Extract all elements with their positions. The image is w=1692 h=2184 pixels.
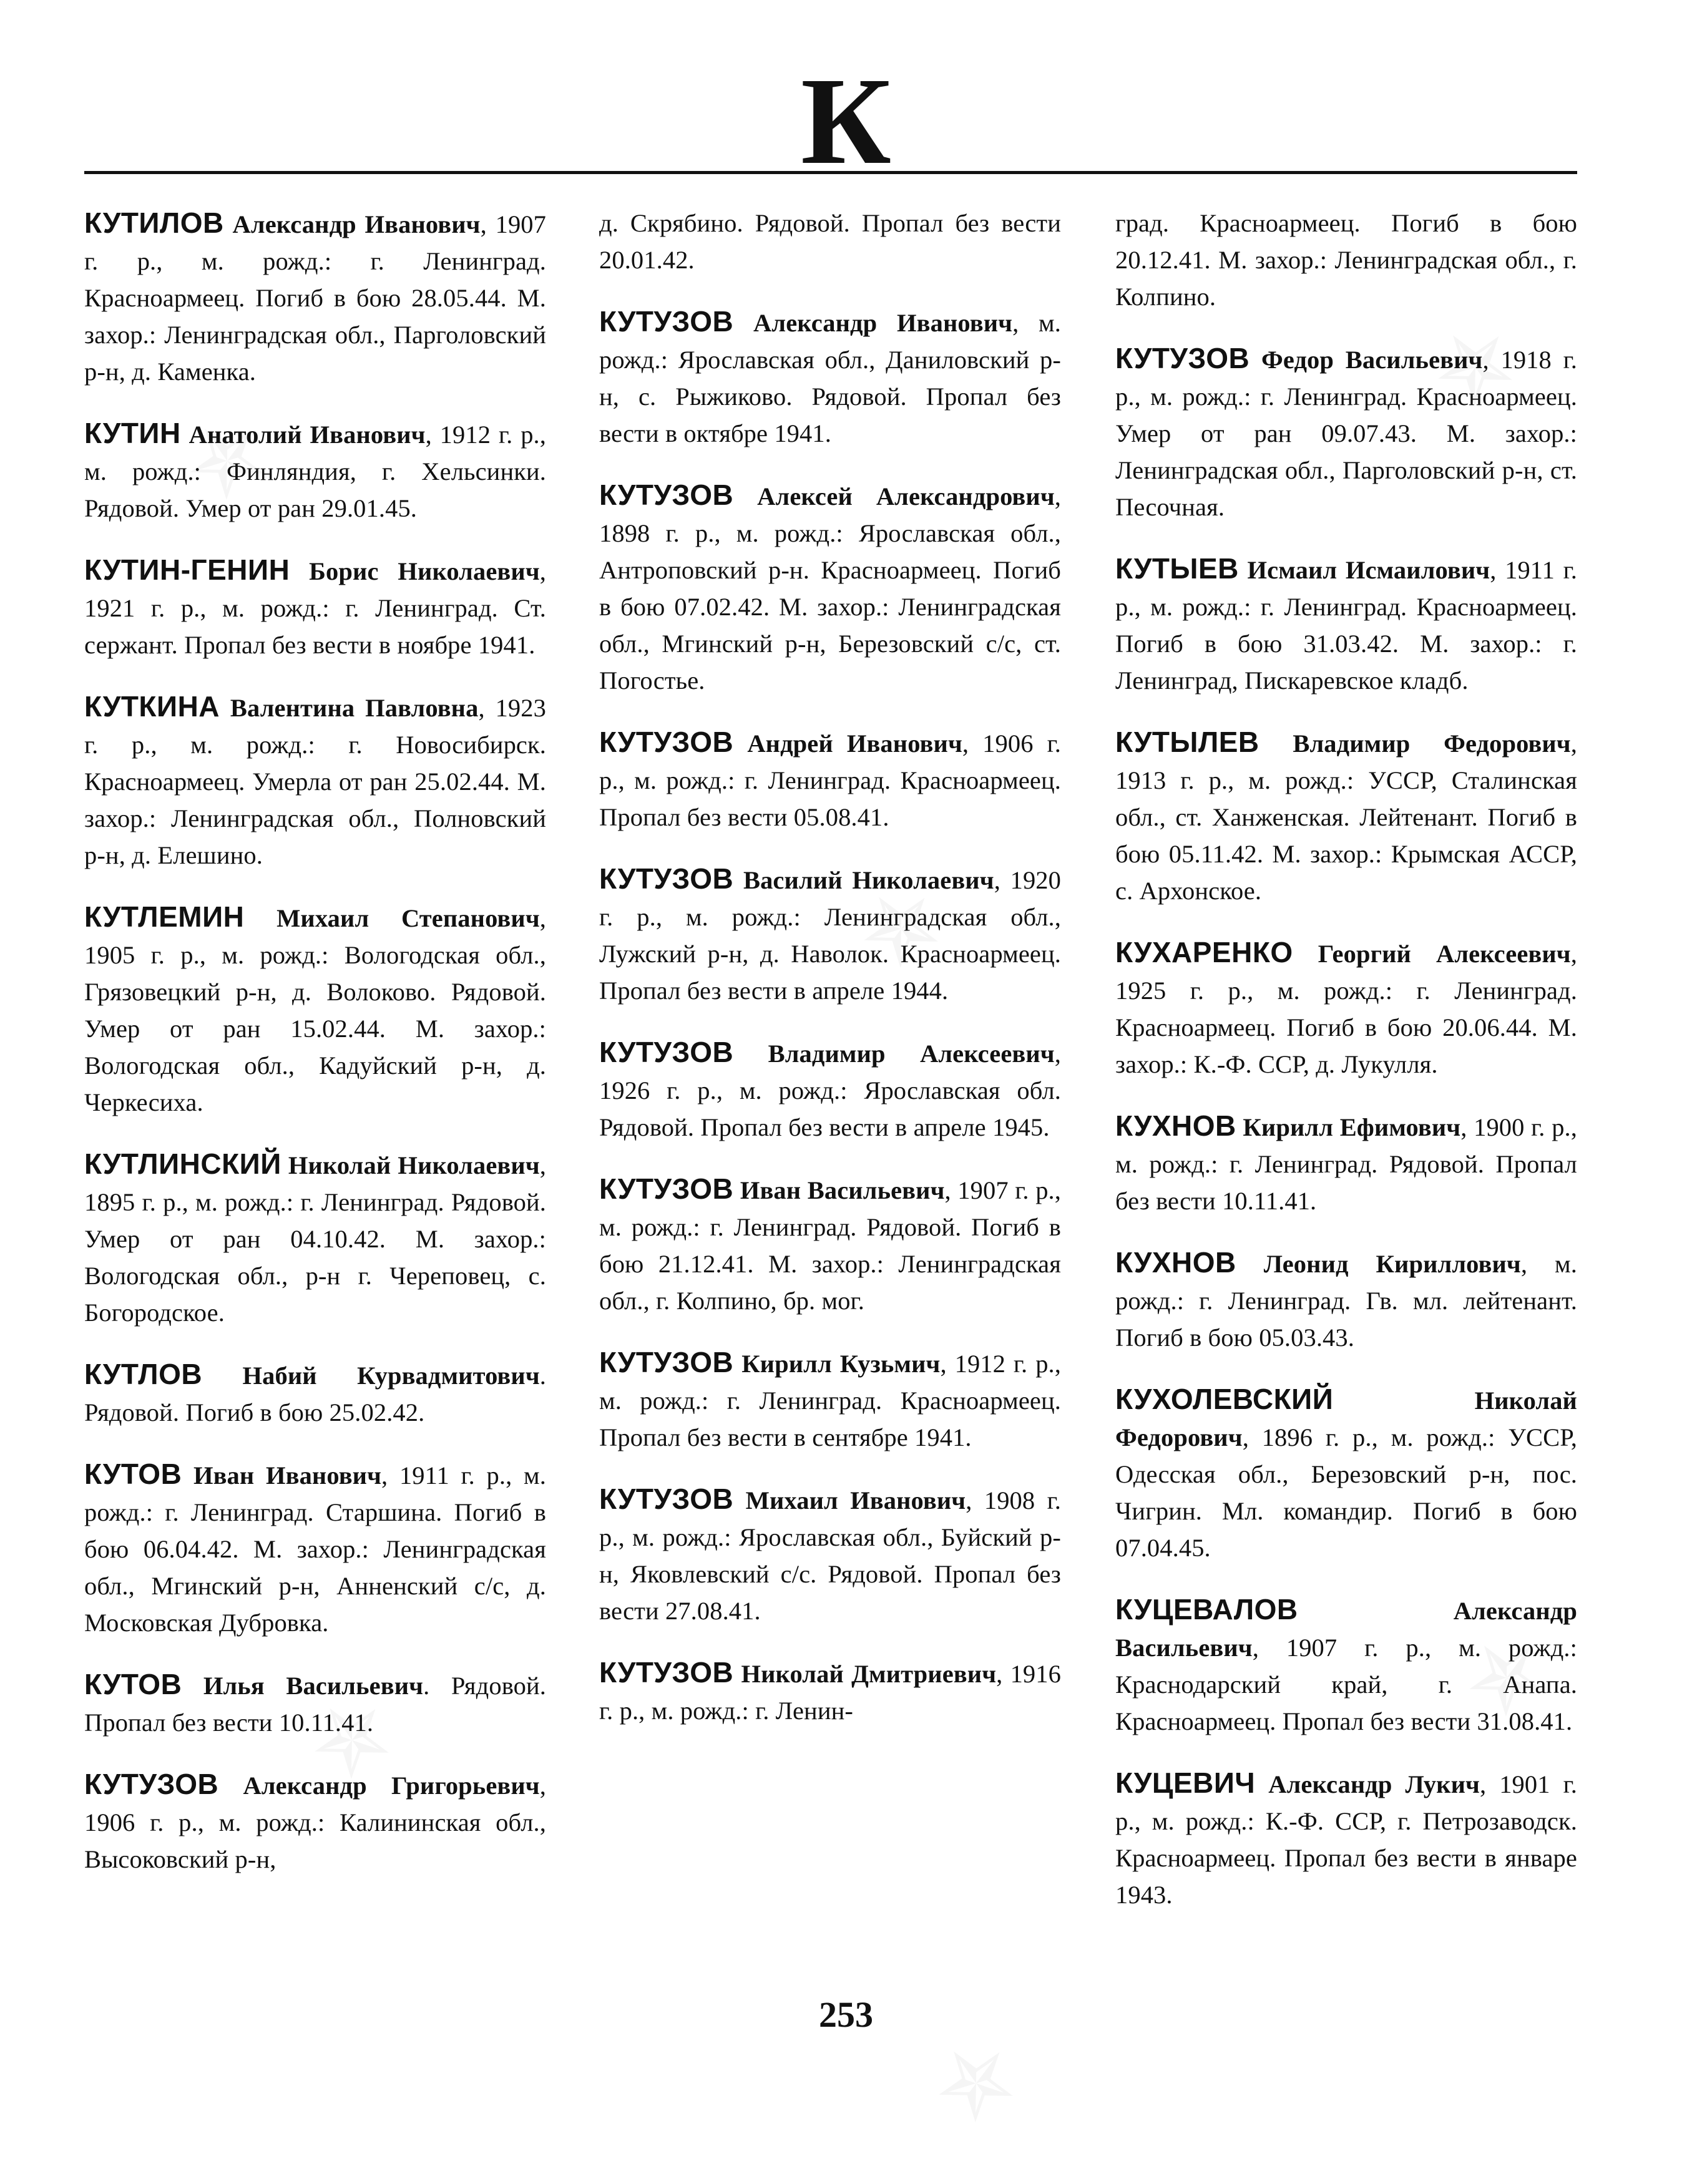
entry-surname: КУТУЗОВ xyxy=(599,479,734,511)
entry-given-name: Георгий Алексеевич xyxy=(1318,940,1571,968)
entry-given-name: Федор Васильевич xyxy=(1261,346,1483,374)
memorial-entry xyxy=(84,1766,546,1878)
entry-details: , 1901 г. р., м. рожд.: К.-Ф. ССР, г. Петрозаводск. Красноармеец. Пропал без вести в январе 1943. xyxy=(1115,1770,1577,1909)
memorial-entry xyxy=(84,1666,546,1741)
entry-given-name: Александр Григорьевич xyxy=(243,1772,540,1800)
entry-given-name: Василий Николаевич xyxy=(743,866,994,894)
entry-details: , 1898 г. р., м. рожд.: Ярославская обл., Антроповский р-н. Красноармеец. Погиб в бою 07.02.42. М. захор.: Ленинградская обл., Мгинский р-н, Березовский с/с, ст. Погостье. xyxy=(599,482,1061,695)
entry-surname: КУХОЛЕВСКИЙ xyxy=(1115,1383,1334,1415)
entry-details: , 1912 г. р., м. рожд.: г. Ленинград. Красноармеец. Пропал без вести в сентябре 1941. xyxy=(599,1350,1061,1451)
entry-given-name: Александр Иванович xyxy=(753,309,1013,337)
entry-given-name: Михаил Степанович xyxy=(276,904,540,932)
entry-details: , 1912 г. р., м. рожд.: Финляндия, г. Хельсинки. Рядовой. Умер от ран 29.01.45. xyxy=(84,421,546,522)
memorial-entry xyxy=(84,1356,546,1431)
memorial-entry xyxy=(1115,550,1577,699)
memorial-entry xyxy=(84,1456,546,1641)
entry-surname: КУТУЗОВ xyxy=(599,1172,734,1205)
entry-details: , м. рожд.: г. Ленинград. Гв. мл. лейтенант. Погиб в бою 05.03.43. xyxy=(1115,1250,1577,1352)
entry-surname: КУТУЗОВ xyxy=(1115,342,1250,374)
entry-given-name: Кирилл Кузьмич xyxy=(741,1350,941,1378)
page-number: 253 xyxy=(819,1994,873,2035)
entry-given-name: Анатолий Иванович xyxy=(188,421,426,449)
entry-surname: КУЦЕВИЧ xyxy=(1115,1767,1256,1799)
entry-details: , 1920 г. р., м. рожд.: Ленинградская обл., Лужский р-н, д. Наволок. Красноармеец. Пропал без вести в апреле 1944. xyxy=(599,866,1062,1005)
entry-details: , 1921 г. р., м. рожд.: г. Ленинград. Ст. сержант. Пропал без вести в ноябре 1941. xyxy=(84,557,546,659)
entry-details: , 1918 г. р., м. рожд.: г. Ленинград. Красноармеец. Умер от ран 09.07.43. М. захор.: Ленинградская обл., Парголовский р-н, ст. Песочная. xyxy=(1115,346,1577,521)
entry-details: , 1906 г. р., м. рожд.: г. Ленинград. Красноармеец. Пропал без вести 05.08.41. xyxy=(599,729,1061,831)
memorial-entry xyxy=(1115,340,1577,525)
entry-details: , 1913 г. р., м. рожд.: УССР, Сталинская обл., ст. Ханженская. Лейтенант. Погиб в бою 05.11.42. М. захор.: Крымская АССР, с. Архонское. xyxy=(1115,729,1577,905)
entry-surname: КУТУЗОВ xyxy=(599,1346,734,1378)
column-1 xyxy=(84,205,546,1903)
memorial-entry xyxy=(599,1344,1061,1456)
entry-details: . Рядовой. Пропал без вести 10.11.41. xyxy=(84,1672,546,1737)
memorial-entry xyxy=(84,205,546,390)
entry-given-name: Исмаил Исмаилович xyxy=(1247,556,1490,584)
entry-given-name: Кирилл Ефимович xyxy=(1243,1113,1461,1141)
entry-given-name: Михаил Иванович xyxy=(745,1486,966,1514)
memorial-entry xyxy=(1115,1765,1577,1913)
entry-surname: КУТИН xyxy=(84,417,181,449)
entry-surname: КУТИЛОВ xyxy=(84,207,224,239)
memorial-entry xyxy=(599,303,1061,452)
entry-surname: КУХНОВ xyxy=(1115,1109,1236,1142)
memorial-entry xyxy=(599,1481,1061,1629)
entry-details: , 1900 г. р., м. рожд.: г. Ленинград. Рядовой. Пропал без вести 10.11.41. xyxy=(1115,1113,1577,1215)
entry-given-name: Николай Николаевич xyxy=(288,1151,540,1179)
page-letter-heading: К xyxy=(800,52,892,190)
memorial-entry-continuation xyxy=(599,205,1061,278)
entry-given-name: Александр Лукич xyxy=(1268,1770,1480,1798)
memorial-entry xyxy=(1115,934,1577,1083)
memorial-entry xyxy=(599,1654,1061,1729)
entry-details: , м. рожд.: Ярославская обл., Даниловский р-н, с. Рыжиково. Рядовой. Пропал без вести в октябре 1941. xyxy=(599,309,1062,447)
entry-given-name: Алексей Александрович xyxy=(757,482,1055,510)
entries-columns xyxy=(0,205,1692,1989)
entry-given-name: Владимир Федорович xyxy=(1293,729,1571,758)
entry-surname: КУТИН-ГЕНИН xyxy=(84,553,290,586)
entry-given-name: Александр Васильевич xyxy=(1115,1597,1577,1662)
entry-given-name: Александр Иванович xyxy=(232,210,481,238)
memorial-entry xyxy=(599,724,1061,836)
entry-surname: КУТУЗОВ xyxy=(599,1036,734,1068)
column-3 xyxy=(1115,205,1577,1938)
entry-surname: КУТУЗОВ xyxy=(599,1656,734,1689)
entry-surname: КУТОВ xyxy=(84,1458,182,1490)
entry-given-name: Владимир Алексеевич xyxy=(768,1040,1055,1068)
entry-given-name: Николай Дмитриевич xyxy=(741,1660,997,1688)
entry-given-name: Иван Иванович xyxy=(193,1461,382,1489)
memorial-entry xyxy=(84,688,546,874)
memorial-entry xyxy=(599,860,1061,1009)
entry-details: , 1906 г. р., м. рожд.: Калининская обл., Высоковский р-н, xyxy=(84,1772,546,1873)
entry-details: град. Красноармеец. Погиб в бою 20.12.41. М. захор.: Ленинградская обл., г. Колпино. xyxy=(1115,209,1577,311)
memorial-entry xyxy=(84,552,546,663)
memorial-entry xyxy=(84,415,546,527)
entry-details: , 1926 г. р., м. рожд.: Ярославская обл. Рядовой. Пропал без вести в апреле 1945. xyxy=(599,1040,1061,1141)
entry-surname: КУТЛЕМИН xyxy=(84,900,245,933)
entry-given-name: Андрей Иванович xyxy=(747,729,962,758)
memorial-entry xyxy=(84,899,546,1121)
entry-details: , 1911 г. р., м. рожд.: г. Ленинград. Красноармеец. Погиб в бою 31.03.42. М. захор.: г. Ленинград, Пискаревское кладб. xyxy=(1115,556,1577,695)
entry-surname: КУЦЕВАЛОВ xyxy=(1115,1593,1298,1626)
entry-surname: КУТУЗОВ xyxy=(84,1768,219,1800)
entry-surname: КУТЛИНСКИЙ xyxy=(84,1148,281,1180)
entry-details: , 1905 г. р., м. рожд.: Вологодская обл., Грязовецкий р-н, д. Волоково. Рядовой. Умер от ран 15.02.44. М. захор.: Вологодская обл., Кадуйский р-н, д. Черкесиха. xyxy=(84,904,546,1116)
heading-divider xyxy=(84,171,1577,174)
entry-given-name: Валентина Павловна xyxy=(230,694,479,722)
entry-surname: КУТЫЛЕВ xyxy=(1115,726,1259,758)
entry-given-name: Илья Васильевич xyxy=(203,1672,424,1700)
entry-given-name: Борис Николаевич xyxy=(309,557,540,585)
entry-surname: КУТУЗОВ xyxy=(599,305,734,338)
entry-surname: КУТУЗОВ xyxy=(599,1483,734,1515)
entry-details: , 1923 г. р., м. рожд.: г. Новосибирск. Красноармеец. Умерла от ран 25.02.44. М. захор.: Ленинградская обл., Полновский р-н, д. Елешино. xyxy=(84,694,546,869)
entry-surname: КУТКИНА xyxy=(84,690,220,723)
entry-given-name: Набий Курвадмитович xyxy=(242,1362,540,1390)
entry-details: д. Скрябино. Рядовой. Пропал без вести 20.01.42. xyxy=(599,209,1061,274)
entry-details: , 1907 г. р., м. рожд.: г. Ленинград. Красноармеец. Погиб в бою 28.05.44. М. захор.: Ленинградская обл., Парголовский р-н, д. Каменка. xyxy=(84,210,546,386)
entry-details: . Рядовой. Погиб в бою 25.02.42. xyxy=(84,1362,546,1426)
entry-given-name: Николай Федорович xyxy=(1115,1387,1577,1451)
entry-given-name: Иван Васильевич xyxy=(740,1176,945,1204)
entry-surname: КУТЛОВ xyxy=(84,1358,203,1390)
entry-details: , 1896 г. р., м. рожд.: УССР, Одесская обл., Березовский р-н, пос. Чигрин. Мл. командир. Погиб в бою 07.04.45. xyxy=(1115,1423,1577,1562)
memorial-entry xyxy=(599,1034,1061,1146)
entry-details: , 1895 г. р., м. рожд.: г. Ленинград. Рядовой. Умер от ран 04.10.42. М. захор.: Вологодская обл., р-н г. Череповец, с. Богородское. xyxy=(84,1151,546,1327)
memorial-entry xyxy=(599,477,1061,699)
memorial-entry xyxy=(1115,1244,1577,1356)
memorial-entry xyxy=(84,1146,546,1331)
entry-details: , 1907 г. р., м. рожд.: Краснодарский край, г. Анапа. Красноармеец. Пропал без вести 31.08.41. xyxy=(1115,1634,1577,1735)
memorial-entry xyxy=(1115,1108,1577,1219)
entry-surname: КУТОВ xyxy=(84,1668,182,1700)
memorial-entry xyxy=(599,1171,1061,1319)
entry-details: , 1911 г. р., м. рожд.: г. Ленинград. Старшина. Погиб в бою 06.04.42. М. захор.: Ленинградская обл., Мгинский р-н, Анненский с/с, д. Московская Дубровка. xyxy=(84,1461,546,1637)
memorial-entry xyxy=(1115,1381,1577,1566)
entry-surname: КУХАРЕНКО xyxy=(1115,936,1293,968)
entry-details: , 1916 г. р., м. рожд.: г. Ленин- xyxy=(599,1660,1061,1725)
entry-surname: КУТЫЕВ xyxy=(1115,552,1239,585)
memorial-entry xyxy=(1115,724,1577,909)
column-2 xyxy=(599,205,1061,1754)
entry-surname: КУТУЗОВ xyxy=(599,862,734,895)
entry-details: , 1907 г. р., м. рожд.: г. Ленинград. Рядовой. Погиб в бою 21.12.41. М. захор.: Ленинградская обл., г. Колпино, бр. мог. xyxy=(599,1176,1062,1315)
entry-surname: КУТУЗОВ xyxy=(599,726,734,758)
memorial-entry xyxy=(1115,1591,1577,1740)
memorial-entry-continuation xyxy=(1115,205,1577,315)
entry-given-name: Леонид Кириллович xyxy=(1263,1250,1521,1278)
entry-details: , 1925 г. р., м. рожд.: г. Ленинград. Красноармеец. Погиб в бою 20.06.44. М. захор.: К.-Ф. ССР, д. Лукулля. xyxy=(1115,940,1577,1078)
entry-details: , 1908 г. р., м. рожд.: Ярославская обл., Буйский р-н, Яковлевский с/с. Рядовой. Пропал без вести 27.08.41. xyxy=(599,1486,1061,1625)
entry-surname: КУХНОВ xyxy=(1115,1246,1236,1279)
